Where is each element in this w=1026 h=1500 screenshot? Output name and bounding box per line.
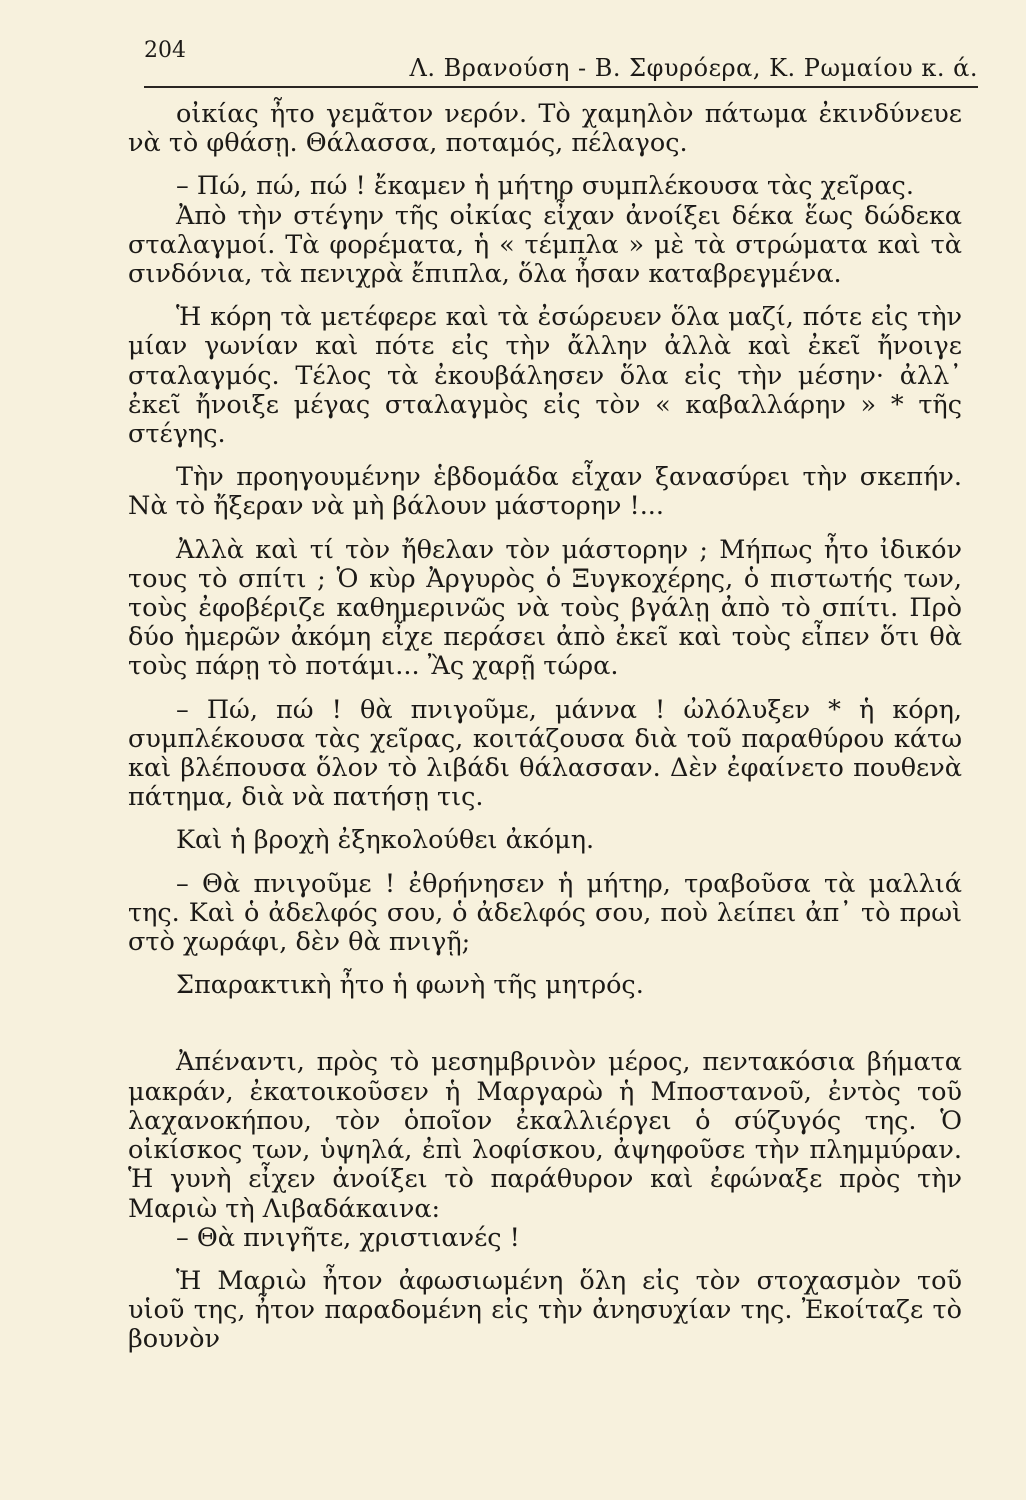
paragraph: – Πώ, πώ ! θὰ πνιγοῦμε, μάννα ! ὠλόλυξεν * ἡ κόρη, συμπλέκουσα τὰς χεῖρας, κοιτάζουσα διὰ τοῦ παραθύρου κάτω καὶ βλέπουσα ὅλον τὸ λιβάδι θάλασσαν. Δὲν ἐφαίνετο πουθενὰ πάτημα, διὰ νὰ πατήσῃ τις.: [128, 694, 962, 813]
paragraph: Τὴν προηγουμένην ἑβδομάδα εἶχαν ξανασύρει τὴν σκεπήν. Νὰ τὸ ἤξεραν νὰ μὴ βάλουν μάστορην !...: [128, 462, 962, 522]
paragraph: οἰκίας ἦτο γεμᾶτον νερόν. Τὸ χαμηλὸν πάτωμα ἐκινδύνευε νὰ τὸ φθάσῃ. Θάλασσα, ποταμός, πέλαγος.: [128, 99, 962, 159]
text-body: [128, 100, 962, 1355]
paragraph: Ἀπὸ τὴν στέγην τῆς οἰκίας εἶχαν ἀνοίξει δέκα ἕως δώδεκα σταλαγμοί. Τὰ φορέματα, ἡ « τέμπλα » μὲ τὰ στρώματα καὶ τὰ σινδόνια, τὰ πενιχρὰ ἔπιπλα, ὅλα ἦσαν καταβρεγμένα.: [128, 200, 962, 290]
paragraph: – Πώ, πώ, πώ ! ἔκαμεν ἡ μήτηρ συμπλέκουσα τὰς χεῖρας.: [176, 171, 914, 202]
paragraph: Καὶ ἡ βροχὴ ἐξηκολούθει ἀκόμη.: [176, 825, 595, 856]
paragraph: – Θὰ πνιγοῦμε ! ἐθρήνησεν ἡ μήτηρ, τραβοῦσα τὰ μαλλιά της. Καὶ ὁ ἀδελφός σου, ὁ ἀδελφός σου, ποὺ λείπει ἀπ᾽ τὸ πρωὶ στὸ χωράφι, δὲν θὰ πνιγῇ;: [128, 868, 962, 958]
paragraph: Ἡ κόρη τὰ μετέφερε καὶ τὰ ἐσώρευεν ὅλα μαζί, πότε εἰς τὴν μίαν γωνίαν καὶ πότε εἰς τὴν ἄλλην ἀλλὰ καὶ ἐκεῖ ἤνοιγε σταλαγμός. Τέλος τὰ ἐκουβάλησεν ὅλα εἰς τὴν μέσην· ἀλλ᾽ ἐκεῖ ἤνοιξε μέγας σταλαγμὸς εἰς τὸν « καβαλλάρην » * τῆς στέγης.: [128, 302, 962, 450]
page-number: 204: [144, 38, 186, 63]
paragraph: Ἡ Μαριὼ ἦτον ἀφωσιωμένη ὅλη εἰς τὸν στοχασμὸν τοῦ υἱοῦ της, ἦτον παραδομένη εἰς τὴν ἀνησυχίαν της. Ἐκοίταζε τὸ βουνὸν: [128, 1265, 962, 1355]
paragraph: – Θὰ πνιγῆτε, χριστιανές !: [176, 1222, 520, 1253]
paragraph: Ἀλλὰ καὶ τί τὸν ἤθελαν τὸν μάστορην ; Μήπως ἦτο ἰδικόν τους τὸ σπίτι ; Ὁ κὺρ Ἀργυρὸς ὁ Ξυγκοχέρης, ὁ πιστωτής των, τοὺς ἐφοβέριζε καθημερινῶς νὰ τοὺς βγάλῃ ἀπὸ τὸ σπίτι. Πρὸ δύο ἡμερῶν ἀκόμη εἶχε περάσει ἀπὸ ἐκεῖ καὶ τοὺς εἶπεν ὅτι θὰ τοὺς πάρῃ τὸ ποτάμι... Ἂς χαρῇ τώρα.: [128, 534, 962, 682]
running-head: [128, 38, 978, 88]
header-rule: [144, 86, 978, 88]
paragraph: Σπαρακτικὴ ἦτο ἡ φωνὴ τῆς μητρός.: [176, 970, 644, 1001]
paragraph: Ἀπέναντι, πρὸς τὸ μεσημβρινὸν μέρος, πεντακόσια βήματα μακράν, ἐκατοικοῦσεν ἡ Μαργαρὼ ἡ Μποστανοῦ, ἐντὸς τοῦ λαχανοκήπου, τὸν ὁποῖον ἐκαλλιέργει ὁ σύζυγός της. Ὁ οἰκίσκος των, ὑψηλά, ἐπὶ λοφίσκου, ἀψηφοῦσε τὴν πλημμύραν. Ἡ γυνὴ εἶχεν ἀνοίξει τὸ παράθυρον καὶ ἐφώναξε πρὸς τὴν Μαριὼ τὴ Λιβαδάκαινα:: [128, 1047, 962, 1224]
header-authors: Λ. Βρανούση - Β. Σφυρόερα, Κ. Ρωμαίου κ. ά.: [409, 54, 978, 82]
